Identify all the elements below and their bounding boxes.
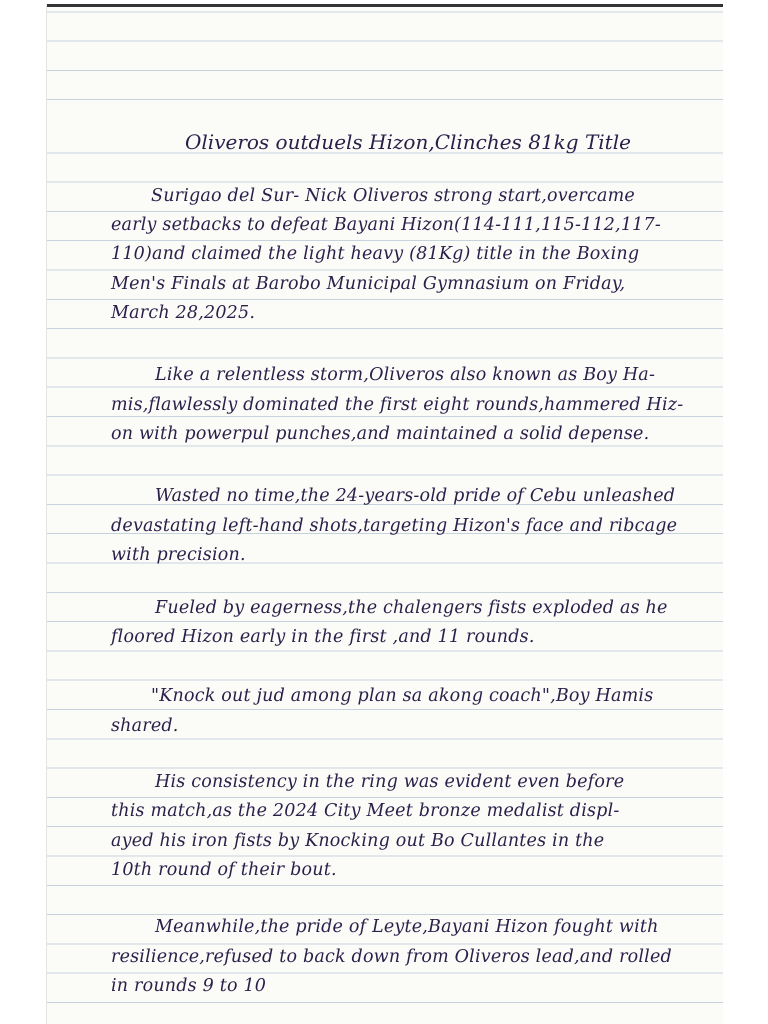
text-line: early setbacks to defeat Bayani Hizon(114-111,115-112,117-: [111, 215, 661, 235]
text-line: Surigao del Sur- Nick Oliveros strong start,overcame: [151, 186, 635, 206]
text-line: ayed his iron fists by Knocking out Bo Cullantes in the: [111, 831, 605, 851]
text-line: 10th round of their bout.: [111, 860, 337, 880]
text-line: devastating left-hand shots,targeting Hizon's face and ribcage: [111, 516, 678, 536]
text-line: mis,flawlessly dominated the first eight rounds,hammered Hiz-: [111, 395, 684, 415]
text-line: His consistency in the ring was evident even before: [155, 772, 625, 792]
text-line: Meanwhile,the pride of Leyte,Bayani Hizon fought with: [155, 917, 659, 937]
text-line: in rounds 9 to 10: [111, 976, 267, 996]
text-line: March 28,2025.: [111, 303, 256, 323]
text-line: Like a relentless storm,Oliveros also known as Boy Ha-: [155, 365, 656, 385]
text-line: 110)and claimed the light heavy (81Kg) title in the Boxing: [111, 244, 640, 264]
text-line: shared.: [111, 716, 179, 736]
text-line: this match,as the 2024 City Meet bronze medalist displ-: [111, 801, 620, 821]
text-line: on with powerpul punches,and maintained a solid depense.: [111, 424, 650, 444]
text-line: floored Hizon early in the first ,and 11 rounds.: [111, 627, 535, 647]
notebook-page: [46, 4, 723, 1024]
text-line: with precision.: [111, 545, 246, 565]
text-line: Wasted no time,the 24-years-old pride of Cebu unleashed: [155, 486, 676, 506]
text-line: Fueled by eagerness,the chalengers fists exploded as he: [155, 598, 668, 618]
page-title: Oliveros outduels Hizon,Clinches 81kg Title: [185, 130, 631, 154]
text-line: Men's Finals at Barobo Municipal Gymnasium on Friday,: [111, 274, 626, 294]
text-line: resilience,refused to back down from Oliveros lead,and rolled: [111, 947, 672, 967]
text-line: "Knock out jud among plan sa akong coach",Boy Hamis: [151, 686, 654, 706]
